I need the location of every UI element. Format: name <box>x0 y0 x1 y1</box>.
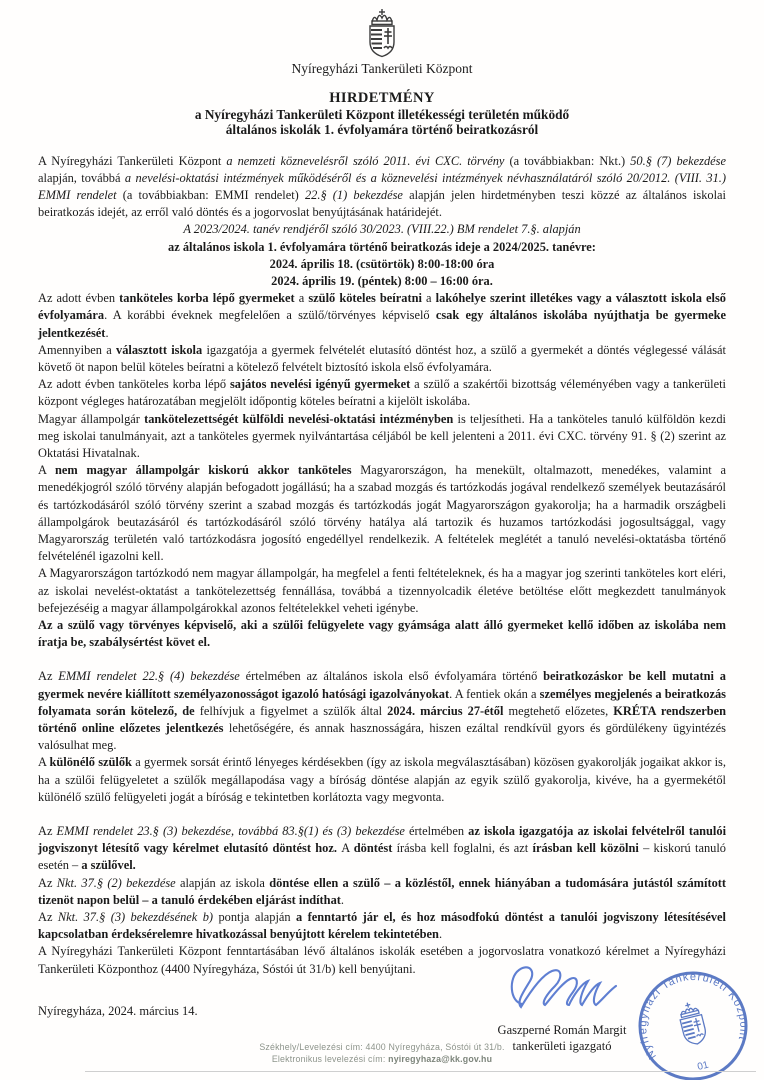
paragraph: Az Nkt. 37.§ (2) bekezdése alapján az iskola döntése ellen a szülő – a közléstől, ennek hiányában a tudomására jutástól számított tizenöt napon belül – a tanuló érdekében eljárást indíthat. <box>38 875 727 907</box>
paragraph: Az EMMI rendelet 22.§ (4) bekezdése értelmében az általános iskola első évfolyamára történő beiratkozáskor be kell mutatni a gyermek nevére kiállított személyazonosságot igazoló hatósági igazolványokat. A fentiek okán a személyes megjelenés a beiratkozás folyamata során kötelező, de felhívjuk a figyelmet a szülők által 2024. március 27-étől megtehető előzetes, KRÉTA rendszerben történő online előzetes jelentkezés lehetőségére, és annak hasznosságára, hiszen ezáltal rendkívül gyors és gördülékeny ügyintézés valósulhat meg. <box>38 669 726 753</box>
paragraph: az általános iskola 1. évfolyamára történő beiratkozás ideje a 2024/2025. tanévre: <box>168 239 596 254</box>
footer-email-line <box>0 1054 764 1066</box>
signatory-name: Gaszperné Román Margit <box>497 1022 627 1037</box>
paragraph: A különélő szülők a gyermek sorsát érintő lényeges kérdésekben (így az iskola megválasztásában) közösen gyakorolják jogaikat akkor is, ha a szülői felügyeletet a szülők megállapodása vagy a bíróság döntése alapján az egyik szülő gyakorolja, kivéve, ha a gyermekétől különélő szülő felügyeleti jogát a bíróság e tekintetben korlátozta vagy megvonta. <box>38 755 726 804</box>
paragraph: Amennyiben a választott iskola igazgatója a gyermek felvételét elutasító döntést hoz, a szülő a gyermekét a döntés véglegessé válását követő öt napon belül köteles beíratni a kötelező felvételt biztosító iskola első évfolyamára. <box>38 342 726 374</box>
paragraph: Az EMMI rendelet 23.§ (3) bekezdése, továbbá 83.§(1) és (3) bekezdése értelmében az iskola igazgatója az iskolai felvételről tanulói jogviszonyt létesítő vagy kérelmet elutasító döntést hoz. A döntést írásba kell foglalni, és azt írásban kell közölni – kiskorú tanuló esetén – a szülővel. <box>38 824 727 873</box>
paragraph: Az Nkt. 37.§ (3) bekezdésének b) pontja alapján a fenntartó jár el, és hoz másodfokú döntést a tanulói jogviszony létesítésével kapcsolatban érdeksérelemre hivatkozással benyújtott kérelem tekintetében. <box>38 910 726 942</box>
title-line-2: a Nyíregyházi Tankerületi Központ illetékességi területén működő <box>194 106 570 122</box>
org-name: Nyíregyházi Tankerületi Központ <box>291 61 473 76</box>
handwritten-signature <box>506 962 636 1014</box>
stamp-number: 01 <box>696 1059 710 1073</box>
footer-email-label: Elektronikus levelezési cím: <box>271 1053 389 1064</box>
footer <box>0 1042 764 1065</box>
document-title <box>0 91 764 138</box>
stamp-coat-of-arms-icon <box>677 1000 709 1047</box>
paragraph: Az adott évben tanköteles korba lépő gyermeket a szülő köteles beíratni a lakóhelye szerint illetékes vagy a választott iskola első évfolyamára. A korábbi éveknek megfelelően a szülő/törvényes képviselő csak egy általános iskolába nyújthatja be gyermeke jelentkezését. <box>38 291 727 340</box>
footer-email: nyiregyhaza@kk.gov.hu <box>388 1053 493 1064</box>
paragraph: A Nyíregyházi Tankerületi Központ fenntartásában lévő általános iskolák esetében a jogorvoslatra vonatkozó kérelmet a Nyíregyházi Tankerületi Központhoz (4400 Nyíregyháza, Sóstói út 31/b) kell benyújtani. <box>38 944 726 976</box>
title-line-1: HIRDETMÉNY <box>329 90 435 106</box>
paragraph: 2024. április 19. (péntek) 8:00 – 16:00 óra. <box>271 273 493 288</box>
stamp-ring-text: Nyíregyházi Tankerületi Központ <box>637 970 750 1062</box>
paragraph: Az a szülő vagy törvényes képviselő, aki a szülői felügyelete vagy gyámsága alatt álló gyermeket kellő időben az iskolába nem íratja be, szabálysértést követ el. <box>38 617 726 650</box>
footer-address-line: Székhely/Levelezési cím: 4400 Nyíregyháza, Sóstói út 31/b. <box>259 1042 505 1052</box>
paragraph: Az adott évben tanköteles korba lépő sajátos nevelési igényű gyermeket a szülő a szakértői bizottság véleményében vagy a tankerületi központ végleges határozatában megjelölt időpontig köteles beíratni a kijelölt iskolába. <box>38 377 726 409</box>
paragraph: A 2023/2024. tanév rendjéről szóló 30/2023. (VIII.22.) BM rendelet 7.§. alapján <box>183 222 581 237</box>
paragraph: A Nyíregyházi Tankerületi Központ a nemzeti köznevelésről szóló 2011. évi CXC. törvény (a továbbiakban: Nkt.) 50.§ (7) bekezdése alapján, továbbá a nevelési-oktatási intézmények működéséről és a köznevelési intézmények névhasználatáról szóló 20/2012. (VIII. 31.) EMMI rendelet (a továbbiakban: EMMI rendelet) 22.§ (1) bekezdése alapján jelen hirdetményben teszi közzé az általános iskolai beiratkozás idejét, az erről való döntés és a jogorvoslat benyújtásának határidejét. <box>38 153 726 220</box>
footer-rule <box>85 1071 756 1072</box>
document-body <box>38 153 726 978</box>
paragraph: A Magyarországon tartózkodó nem magyar állampolgár, ha megfelel a fenti feltételeknek, és ha a magyar jog szerinti tanköteles kort eléri, az iskolai nevelést-oktatást a tankötelezettség fennállása, továbbá a tizennyolcadik életéve betöltése előtt megkezdett tanulmányok befejezéséig a magyar állampolgárokkal azonos feltételekkel veheti igénybe. <box>38 566 726 615</box>
title-line-3: általános iskolák 1. évfolyamára történő beiratkozásról <box>225 122 539 137</box>
paragraph: 2024. április 18. (csütörtök) 8:00-18:00 óra <box>269 256 495 271</box>
paragraph: Magyar állampolgár tankötelezettségét külföldi nevelési-oktatási intézményben is teljesítheti. Ha a tanköteles tanuló külföldön kezdi meg iskolai tanulmányait, azt a tanköteles gyermek nyilvántartása céljából be kell jelenteni a 2011. évi CXC. törvény 91. § (2) szerint az Oktatási Hivatalnak. <box>38 411 726 460</box>
paragraph: A nem magyar állampolgár kiskorú akkor tanköteles Magyarországon, ha menekült, oltalmazott, menedékes, valamint a menedékjogról szóló törvény alapján befogadott jogállású; ha a szabad mozgás és tartózkodás jogával rendelkező személyek beutazásáról és tartózkodásáról szóló törvény szerint a szabad mozgás és tartózkodás jogát Magyarországon gyakorolja; ha a harmadik országbeli állampolgárok beutazásáról és tartózkodásáról szóló törvény hatálya alá tartozik és huzamos tartózkodási jogosultsággal, vagy Magyarország területén való tartózkodásra jogosító engedéllyel rendelkezik. A feltételek meglétét a tanuló nevelési-oktatásba történő felvételénél igazolni kell. <box>38 463 726 564</box>
signatory-role: tankerületi igazgató <box>512 1038 612 1053</box>
date-line: Nyíregyháza, 2024. március 14. <box>38 1003 198 1018</box>
hungarian-coat-of-arms-icon <box>361 8 403 58</box>
document-header <box>0 0 764 77</box>
